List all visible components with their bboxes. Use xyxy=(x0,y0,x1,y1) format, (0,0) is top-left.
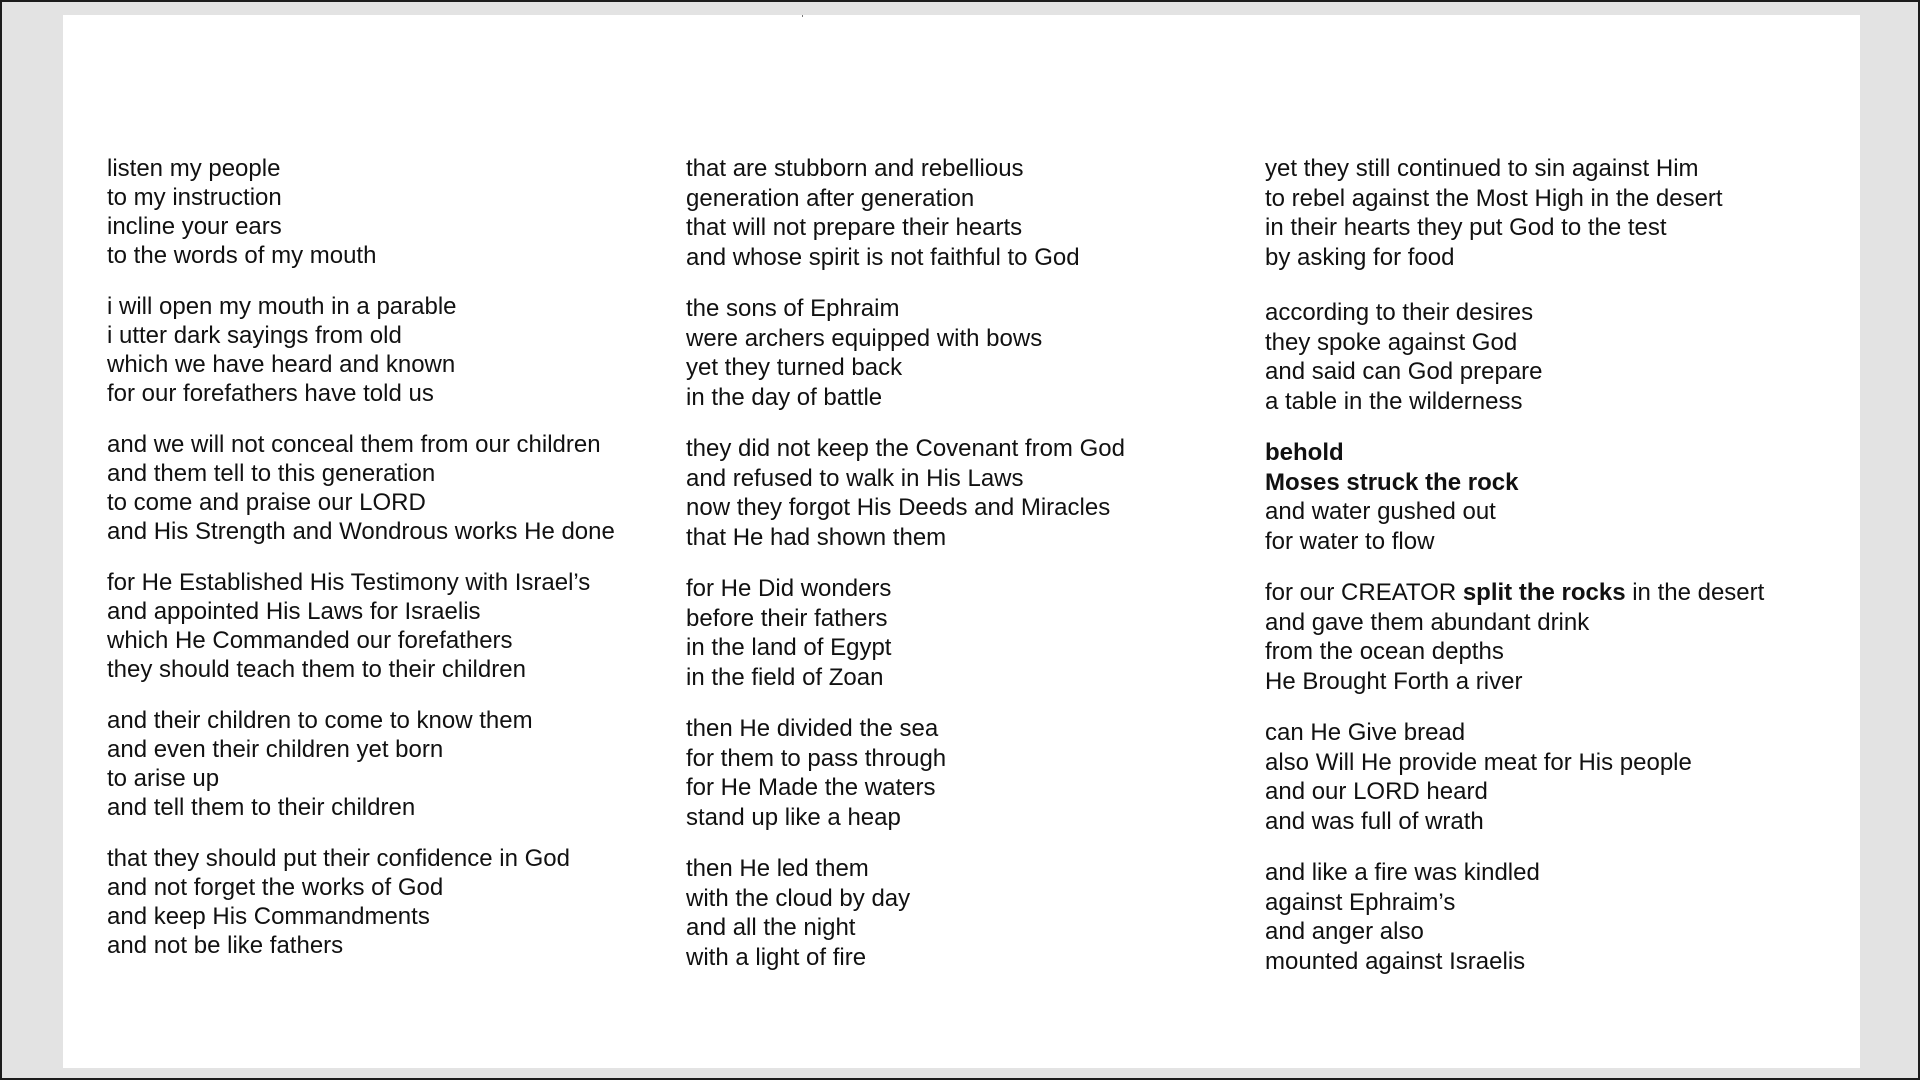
poem-line: and not forget the works of God xyxy=(107,874,444,901)
poem-line: to arise up xyxy=(107,765,220,792)
poem-text: for our CREATOR xyxy=(1265,579,1463,606)
poem-line: and gave them abundant drink xyxy=(1265,608,1590,636)
poem-line: according to their desires xyxy=(1265,299,1534,326)
stanza xyxy=(686,714,1246,832)
stanza xyxy=(1265,858,1825,976)
poem-column-2 xyxy=(686,154,1246,994)
poem-line: and refused to walk in His Laws xyxy=(686,464,1024,492)
poem-line: for He Established His Testimony with Israel’s xyxy=(107,569,591,596)
poem-line: yet they turned back xyxy=(686,354,903,381)
poem-line: for He Made the waters xyxy=(686,774,936,801)
poem-line: before their fathers xyxy=(686,604,888,632)
poem-text: in the desert xyxy=(1625,579,1765,606)
poem-line: were archers equipped with bows xyxy=(686,324,1043,352)
poem-line: and His Strength and Wondrous works He done xyxy=(107,518,615,545)
stanza xyxy=(107,430,667,546)
poem-line: with the cloud by day xyxy=(686,884,911,912)
poem-line: He Brought Forth a river xyxy=(1265,667,1523,695)
poem-line: in the land of Egypt xyxy=(686,634,892,661)
poem-line: and our LORD heard xyxy=(1265,778,1488,805)
poem-line: they should teach them to their children xyxy=(107,656,526,683)
stanza xyxy=(1265,438,1825,556)
poem-line: i will open my mouth in a parable xyxy=(107,293,457,320)
stanza xyxy=(107,154,667,270)
poem-line: and like a fire was kindled xyxy=(1265,859,1540,886)
poem-line: for them to pass through xyxy=(686,744,947,772)
page-mark xyxy=(802,15,803,17)
poem-line: incline your ears xyxy=(107,213,282,240)
stanza xyxy=(1265,298,1825,416)
stanza xyxy=(107,292,667,408)
poem-line: from the ocean depths xyxy=(1265,638,1504,665)
document-page xyxy=(63,15,1860,1068)
poem-line: also Will He provide meat for His people xyxy=(1265,748,1692,776)
stanza xyxy=(1265,154,1825,272)
stanza xyxy=(107,844,667,960)
poem-line: which He Commanded our forefathers xyxy=(107,627,513,654)
poem-line: and them tell to this generation xyxy=(107,460,436,487)
stanza xyxy=(686,154,1246,272)
poem-line: i utter dark sayings from old xyxy=(107,322,402,349)
poem-line: a table in the wilderness xyxy=(1265,387,1523,415)
poem-line-bold: Moses struck the rock xyxy=(1265,468,1519,496)
poem-line xyxy=(1265,578,1825,608)
poem-line: listen my people xyxy=(107,155,281,182)
poem-line: in their hearts they put God to the test xyxy=(1265,214,1667,241)
poem-line: mounted against Israelis xyxy=(1265,947,1526,975)
poem-line: and keep His Commandments xyxy=(107,903,430,930)
poem-line: in the field of Zoan xyxy=(686,663,884,691)
poem-line-bold: behold xyxy=(1265,439,1344,466)
poem-line: and their children to come to know them xyxy=(107,707,533,734)
poem-line: and anger also xyxy=(1265,918,1424,945)
poem-text-bold: split the rocks xyxy=(1462,579,1626,606)
poem-line: and we will not conceal them from our children xyxy=(107,431,601,458)
poem-line: and whose spirit is not faithful to God xyxy=(686,243,1080,271)
poem-column-3 xyxy=(1265,154,1825,998)
poem-line: to rebel against the Most High in the desert xyxy=(1265,184,1723,212)
poem-line: that He had shown them xyxy=(686,523,947,551)
poem-line: that are stubborn and rebellious xyxy=(686,155,1024,182)
poem-line: and appointed His Laws for Israelis xyxy=(107,598,481,625)
poem-line: they did not keep the Covenant from God xyxy=(686,435,1125,462)
poem-line: the sons of Ephraim xyxy=(686,295,900,322)
poem-column-1 xyxy=(107,154,667,982)
poem-line: then He led them xyxy=(686,855,869,882)
stanza xyxy=(686,434,1246,552)
poem-line: for our forefathers have told us xyxy=(107,380,434,407)
poem-line: that they should put their confidence in God xyxy=(107,845,570,872)
poem-line: and tell them to their children xyxy=(107,794,416,821)
poem-line: and was full of wrath xyxy=(1265,807,1484,835)
stanza xyxy=(686,294,1246,412)
poem-line: and even their children yet born xyxy=(107,736,444,763)
poem-line: stand up like a heap xyxy=(686,803,901,831)
stanza xyxy=(107,706,667,822)
poem-line: generation after generation xyxy=(686,184,975,212)
stanza xyxy=(686,574,1246,692)
poem-line: that will not prepare their hearts xyxy=(686,214,1023,241)
stanza xyxy=(1265,718,1825,836)
poem-line: and all the night xyxy=(686,914,856,941)
poem-line: yet they still continued to sin against Him xyxy=(1265,155,1699,182)
stanza xyxy=(1265,578,1825,696)
poem-line: to come and praise our LORD xyxy=(107,489,426,516)
poem-line: by asking for food xyxy=(1265,243,1455,271)
poem-line: and water gushed out xyxy=(1265,498,1496,525)
poem-line: in the day of battle xyxy=(686,383,883,411)
poem-line: for He Did wonders xyxy=(686,575,892,602)
poem-line: can He Give bread xyxy=(1265,719,1466,746)
poem-line: they spoke against God xyxy=(1265,328,1518,356)
poem-line: now they forgot His Deeds and Miracles xyxy=(686,494,1111,521)
stanza xyxy=(107,568,667,684)
poem-line: then He divided the sea xyxy=(686,715,939,742)
document-viewer xyxy=(2,2,1918,1078)
poem-line: against Ephraim’s xyxy=(1265,888,1456,916)
poem-line: and not be like fathers xyxy=(107,932,344,959)
poem-line: and said can God prepare xyxy=(1265,358,1543,385)
poem-line: which we have heard and known xyxy=(107,351,456,378)
poem-line: to the words of my mouth xyxy=(107,242,377,269)
stanza xyxy=(686,854,1246,972)
poem-line: to my instruction xyxy=(107,184,282,211)
poem-line: with a light of fire xyxy=(686,943,867,971)
poem-line: for water to flow xyxy=(1265,527,1435,555)
